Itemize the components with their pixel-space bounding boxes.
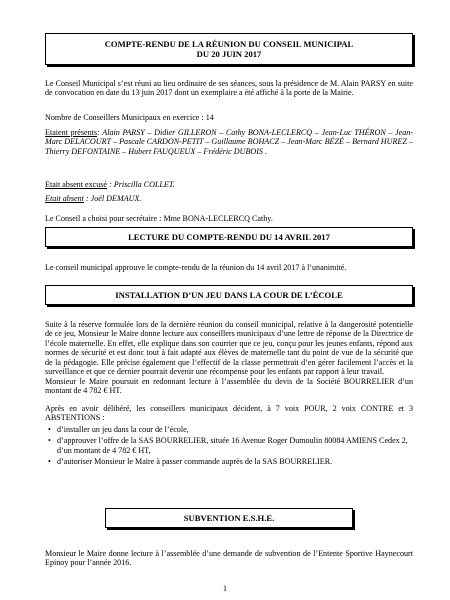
decision-text: d’installer un jeu dans la cour de l’école, — [57, 425, 189, 434]
list-item — [45, 436, 413, 455]
section3-text: Monsieur le Maire donne lecture à l’assemblée d’une demande de subvention de l’Entente Sportive Haynecourt Epinoy pour l’année 2016. — [45, 549, 413, 568]
present-members — [45, 128, 413, 156]
excused-member — [45, 180, 413, 189]
section-title-box-2 — [45, 285, 413, 305]
section2-paragraph-3: Après en avoir délibéré, les conseillers municipaux décident, à 7 voix POUR, 2 voix CONTRE et 3 ABSTENTIONS : — [45, 404, 413, 423]
decision-text: d’autoriser Monsieur le Maire à passer commande auprès de la SAS BOURRELIER. — [57, 457, 333, 467]
bullet-icon: • — [48, 425, 51, 434]
document-title-line1: COMPTE-RENDU DE LA RÉUNION DU CONSEIL MUNICIPAL — [104, 39, 354, 49]
document-title-line2: DU 20 JUIN 2017 — [196, 49, 262, 59]
absent-label: Etait absent — [45, 194, 84, 203]
council-count: Nombre de Conseillers Municipaux en exercice : 14 — [45, 113, 214, 122]
list-item — [45, 457, 413, 466]
decision-text: d’approuver l’offre de la SAS BOURRELIER, située 16 Avenue Roger Dumoulin 80084 AMIENS Cedex 2, d’un montant de 4 782 € HT, — [57, 436, 408, 455]
excused-name: : Priscilla COLLET. — [109, 180, 175, 189]
decision-list — [45, 425, 413, 467]
present-label: Etaient présents — [45, 128, 98, 137]
section2-paragraph-1: Suite à la réserve formulée lors de la dernière réunion du conseil municipal, relative à la dangerosité potentielle de ce jeu, Monsieur le Maire donne lecture aux conseillers municipaux d’une lettre de réponse de la Directrice de l’école maternelle. En effet, elle explique dans son courrier que ce jeu, conçu pour les jeunes enfants, répond aux normes de sécurité et est donc tout à fait adapté aux élèves de maternelle tant du point de vue de la sécurité que de la pédagogie. Elle précise également que l’effectif de la classe permettrait d’en gérer facilement l’accès et la surveillance et que ce dernier pourrait devenir une récompense pour les enfants par rapport à leur travail. — [45, 320, 413, 377]
bullet-icon: • — [48, 457, 51, 467]
section2-paragraph-2: Monsieur le Maire poursuit en redonnant lecture à l’assemblée du devis de la Société BOURRELIER d’un montant de 4 782 € HT. — [45, 377, 413, 396]
absent-name: : Joël DEMAUX. — [85, 194, 142, 203]
list-item — [45, 425, 413, 434]
bullet-icon: • — [48, 436, 51, 446]
document-title-box — [45, 33, 413, 65]
excused-label: Etait absent excusé — [45, 180, 108, 189]
present-list: : Alain PARSY – Didier GILLERON – Cathy BONA-LECLERCQ – Jean-Luc THÉRON – Jean-Marc DELACOURT – Pascale CARDON-PETIT – Guillaume BOHACZ – Jean-Marc BÉZÉ – Bernard HUREZ – Thierry DEFONTAINE – Hubert FAUQUEUX – Frédéric DUBOIS . — [45, 128, 414, 156]
section1-text: Le conseil municipal approuve le compte-rendu de la réunion du 14 avril 2017 à l’unanimité. — [45, 263, 347, 272]
section-title-box-1 — [45, 227, 413, 247]
absent-member — [45, 194, 413, 203]
section-title-2: INSTALLATION D’UN JEU DANS LA COUR DE L’ÉCOLE — [115, 290, 343, 300]
section-title-box-3 — [105, 508, 353, 528]
intro-paragraph: Le Conseil Municipal s’est réuni au lieu ordinaire de ses séances, sous la présidence de M. Alain PARSY en suite de convocation en date du 13 juin 2017 dont un exemplaire a été affiché à la porte de la Mairie. — [45, 79, 413, 98]
section-title-1: LECTURE DU COMPTE-RENDU DU 14 AVRIL 2017 — [128, 232, 330, 242]
page-number: 1 — [223, 584, 227, 593]
section-title-3: SUBVENTION E.S.H.E. — [183, 513, 275, 523]
secretary-line: Le Conseil a choisi pour secrétaire : Mme BONA-LECLERCQ Cathy. — [45, 214, 273, 223]
